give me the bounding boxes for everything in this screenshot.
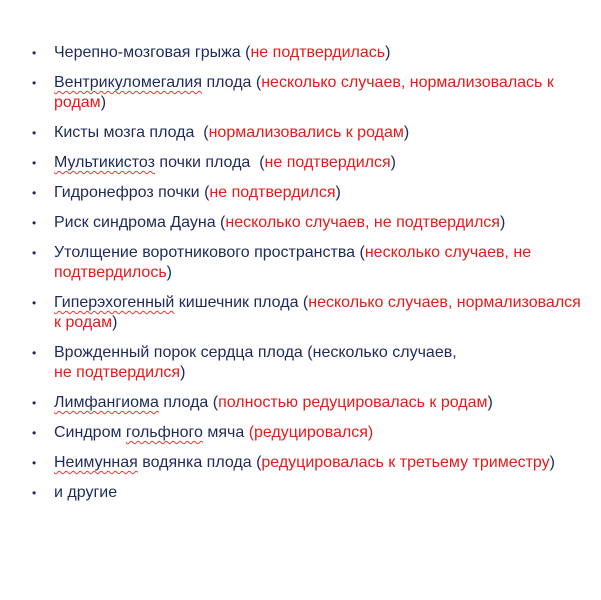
bullet-marker: • — [32, 456, 37, 470]
item-lead: Утолщение воротникового пространства — [54, 244, 356, 261]
list-item — [30, 243, 590, 283]
item-mid: ( — [215, 214, 226, 231]
list-item — [30, 153, 590, 173]
item-lead: Гиперэхогенный — [54, 294, 175, 311]
bullet-marker: • — [32, 396, 37, 410]
bullet-marker: • — [32, 46, 37, 60]
bullet-marker: • — [32, 296, 37, 310]
item-end: ) — [549, 454, 555, 471]
list-item — [30, 213, 590, 233]
bullet-marker: • — [32, 486, 37, 500]
item-lead: Врожденный порок сердца плода — [54, 344, 303, 361]
item-end: ) — [499, 214, 506, 231]
item-end: ) — [403, 124, 410, 141]
item-mid: ( — [199, 184, 210, 201]
bullet-marker: • — [32, 186, 37, 200]
list-item — [30, 483, 590, 503]
item-note: (редуцировался) — [248, 424, 374, 441]
item-mid: (несколько случаев, — [302, 344, 457, 361]
item-tail: мяча — [202, 424, 249, 441]
list-item — [30, 293, 590, 333]
bullet-list — [30, 43, 590, 513]
item-mid: гольфного — [125, 424, 203, 441]
item-end: ) — [487, 394, 493, 411]
item-note: не подтвердился — [209, 184, 336, 201]
item-note: нормализовались к родам — [208, 124, 404, 141]
item-lead: Неимунная — [54, 454, 138, 471]
list-item — [30, 43, 590, 63]
item-end: ) — [180, 364, 186, 381]
bullet-marker: • — [32, 76, 37, 90]
list-item — [30, 123, 590, 143]
list-item — [30, 453, 590, 473]
item-note: несколько случаев, не подтвердился — [225, 214, 500, 231]
item-note: не подтвердился — [54, 364, 181, 381]
item-end: ) — [335, 184, 341, 201]
list-item — [30, 183, 590, 203]
item-note: несколько случаев, не подтвердилось — [54, 244, 532, 281]
item-lead: Риск синдрома Дауна — [54, 214, 216, 231]
item-note: не подтвердилась — [250, 44, 386, 61]
item-note: редуцировалась к третьему триместру — [261, 454, 550, 471]
bullet-marker: • — [32, 426, 37, 440]
item-end: ) — [390, 154, 396, 171]
item-lead: Синдром — [54, 424, 126, 441]
item-mid: водянка плода ( — [137, 454, 262, 471]
item-note: несколько случаев, нормализовалась к родам — [54, 74, 554, 111]
item-lead: Гидронефроз почки — [54, 184, 200, 201]
bullet-marker: • — [32, 346, 37, 360]
list-item — [30, 73, 590, 113]
item-end: ) — [100, 94, 107, 111]
item-lead: Кисты мозга плода — [54, 124, 195, 141]
bullet-marker: • — [32, 216, 37, 230]
list-item — [30, 423, 590, 443]
item-note: полностью редуцировалась к родам — [218, 394, 488, 411]
item-lead: Лимфангиома — [54, 394, 159, 411]
list-item — [30, 343, 590, 383]
item-end: ) — [112, 314, 118, 331]
item-mid: плода ( — [158, 394, 219, 411]
item-lead: и другие — [54, 484, 118, 501]
item-end: ) — [166, 264, 172, 281]
bullet-marker: • — [32, 126, 37, 140]
item-mid: плода ( — [202, 74, 262, 91]
item-mid: ( — [194, 124, 209, 141]
bullet-marker: • — [32, 156, 37, 170]
item-lead: Мультикистоз — [54, 154, 155, 171]
item-note: не подтвердился — [264, 154, 391, 171]
item-lead: Вентрикуломегалия — [54, 74, 203, 91]
item-mid: ( — [240, 44, 251, 61]
list-item — [30, 393, 590, 413]
item-end: ) — [385, 44, 391, 61]
item-lead: Черепно-мозговая грыжа — [54, 44, 241, 61]
item-mid: ( — [355, 244, 365, 261]
bullet-marker: • — [32, 246, 37, 260]
item-mid: почки плода ( — [154, 154, 265, 171]
item-note: несколько случаев, нормализовался к родам — [54, 294, 581, 331]
item-mid: кишечник плода ( — [174, 294, 309, 311]
